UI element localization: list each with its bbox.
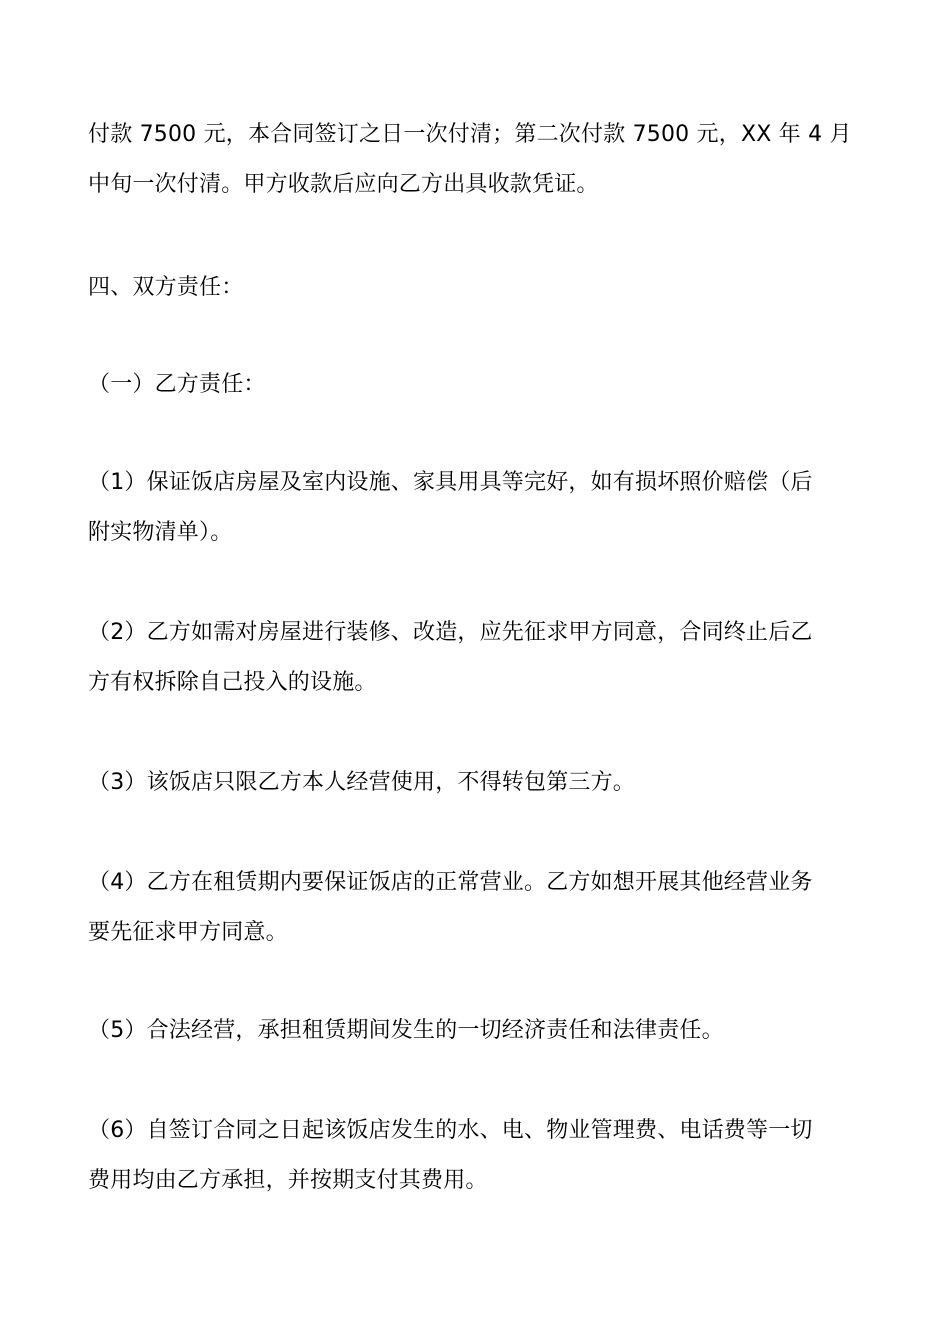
paragraph-line: 中旬一次付清。甲方收款后应向乙方出具收款凭证。 [88, 172, 599, 197]
subsection-1-heading [88, 360, 868, 410]
clause-6-paragraph [88, 1106, 868, 1206]
section-4-heading [88, 263, 868, 313]
clause-4-paragraph [88, 858, 868, 958]
heading-line: （一）乙方责任： [88, 372, 266, 397]
paragraph-line: （2）乙方如需对房屋进行装修、改造，应先征求甲方同意，合同终止后乙 [88, 620, 813, 645]
heading-line: 四、双方责任： [88, 275, 244, 300]
paragraph-line: （3）该饭店只限乙方本人经营使用，不得转包第三方。 [88, 770, 635, 795]
payment-terms-paragraph [88, 110, 868, 210]
clause-5-paragraph [88, 1006, 868, 1056]
paragraph-line: （5）合法经营，承担租赁期间发生的一切经济责任和法律责任。 [88, 1018, 724, 1043]
paragraph-line: （1）保证饭店房屋及室内设施、家具用具等完好，如有损坏照价赔偿（后 [88, 470, 813, 495]
clause-1-paragraph [88, 458, 868, 558]
paragraph-line: 附实物清单）。 [88, 520, 233, 545]
paragraph-line: 付款 7500 元，本合同签订之日一次付清；第二次付款 7500 元，XX 年 4 月 [88, 122, 852, 147]
paragraph-line: （4）乙方在租赁期内要保证饭店的正常营业。乙方如想开展其他经营业务 [88, 870, 813, 895]
paragraph-line: 费用均由乙方承担，并按期支付其费用。 [88, 1168, 488, 1193]
paragraph-line: （6）自签订合同之日起该饭店发生的水、电、物业管理费、电话费等一切 [88, 1118, 813, 1143]
paragraph-line: 要先征求甲方同意。 [88, 920, 288, 945]
paragraph-line: 方有权拆除自己投入的设施。 [88, 670, 377, 695]
clause-3-paragraph [88, 758, 868, 808]
clause-2-paragraph [88, 608, 868, 708]
